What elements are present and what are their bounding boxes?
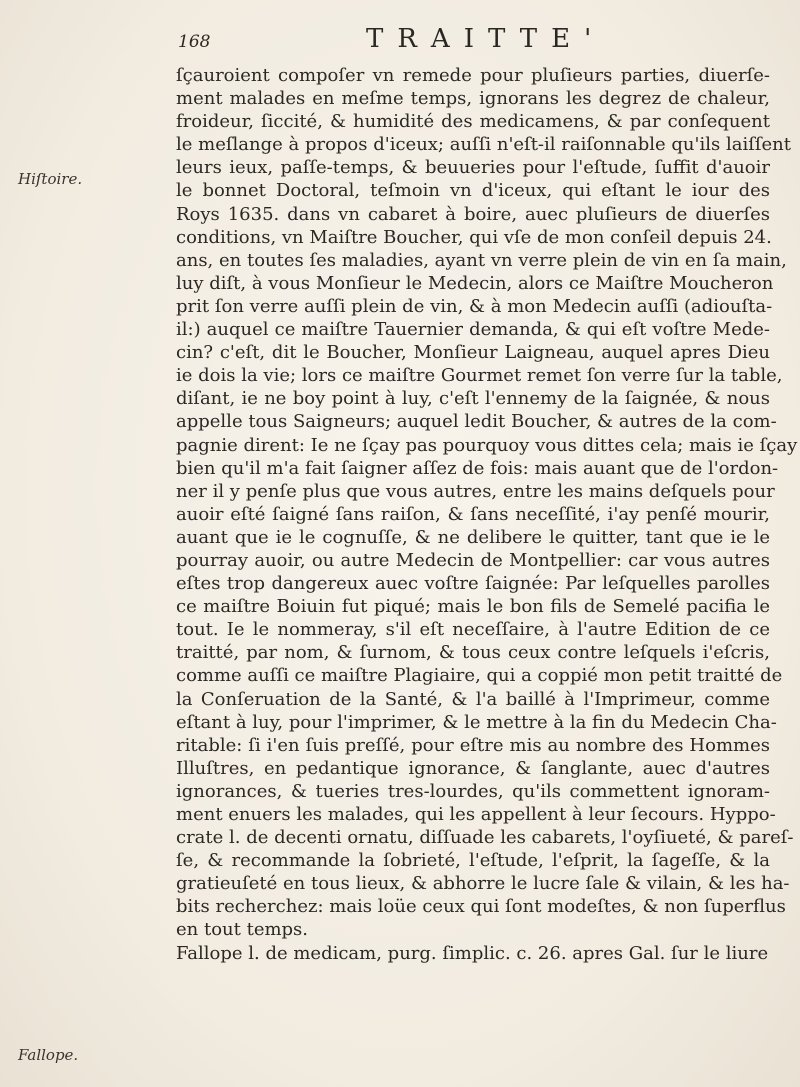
text-line: Roys 1635. dans vn cabaret à boire, auec pluſieurs de diuerſes xyxy=(176,203,770,225)
running-title: TRAITTE' xyxy=(366,24,606,54)
text-line: eſtes trop dangereux auec voſtre ſaignée: Par leſquelles parolles xyxy=(176,573,770,595)
margin-note-histoire: Hiſtoire. xyxy=(18,170,83,188)
text-line: auoir eſté ſaigné ſans raiſon, & ſans neceſſité, i'ay penſé mourir, xyxy=(176,503,770,525)
text-line: tout. Ie le nommeray, s'il eſt neceſſaire, à l'autre Edition de ce xyxy=(176,619,770,641)
text-line: eſtant à luy, pour l'imprimer, & le mettre à la fin du Medecin Cha- xyxy=(176,711,777,733)
text-line: leurs ieux, paſſe-temps, & beuueries pour l'eſtude, ſuffit d'auoir xyxy=(176,157,770,179)
text-line: ment enuers les malades, qui les appellent à leur ſecours. Hyppo- xyxy=(176,804,776,825)
text-line: crate l. de decenti ornatu, diſſuade les cabarets, l'oyſiueté, & pareſ- xyxy=(176,827,794,849)
text-line: ment malades en meſme temps, ignorans les degrez de chaleur, xyxy=(176,88,770,110)
text-line: ſe, & recommande la ſobrieté, l'eſtude, l'eſprit, la ſageſſe, & la xyxy=(176,850,770,872)
text-line: le meſlange à propos d'iceux; auſſi n'eſt-il raiſonnable qu'ils laiſſent xyxy=(176,134,791,156)
page-header xyxy=(178,22,698,66)
text-line: conditions, vn Maiſtre Boucher, qui vſe de mon conſeil depuis 24. xyxy=(176,226,772,248)
text-line: ſçauroient compoſer vn remede pour pluſieurs parties, diuerſe- xyxy=(176,65,770,86)
text-line: Fallope l. de medicam, purg. ſimplic. c. 26. apres Gal. ſur le liure xyxy=(176,942,769,964)
text-line: luy diſt, à vous Monſieur le Medecin, alors ce Maiſtre Moucheron xyxy=(176,272,774,294)
text-line: diſant, ie ne boy point à luy, c'eſt l'ennemy de la ſaignée, & nous xyxy=(176,388,770,410)
text-line: appelle tous Saigneurs; auquel ledit Boucher, & autres de la com- xyxy=(176,411,777,433)
text-line: bits recherchez: mais loüe ceux qui ſont modeſtes, & non ſuperflus xyxy=(176,896,786,918)
text-line: pourray auoir, ou autre Medecin de Montpellier: car vous autres xyxy=(176,549,770,571)
text-line: ans, en toutes ſes maladies, ayant vn verre plein de vin en ſa main, xyxy=(176,249,787,271)
text-line: prit ſon verre auſſi plein de vin, & à mon Medecin auſſi (adiouſta- xyxy=(176,295,773,317)
text-line: ner il y penſe plus que vous autres, entre les mains deſquels pour xyxy=(176,480,775,502)
body-text xyxy=(176,64,798,965)
text-line: auant que ie le cognuſſe, & ne delibere le quitter, tant que ie le xyxy=(176,526,770,548)
margin-note-fallope: Fallope. xyxy=(18,1046,79,1064)
text-line: Illuſtres, en pedantique ignorance, & ſanglante, auec d'autres xyxy=(176,757,770,779)
text-line: traitté, par nom, & ſurnom, & tous ceux contre leſquels i'eſcris, xyxy=(176,642,770,664)
text-line: ignorances, & tueries tres-lourdes, qu'ils commettent ignoram- xyxy=(176,780,770,802)
text-line: il:) auquel ce maiſtre Tauernier demanda, & qui eſt voſtre Mede- xyxy=(176,319,770,341)
text-line: la Conſeruation de la Santé, & l'a baillé à l'Imprimeur, comme xyxy=(176,688,770,710)
text-line: pagnie dirent: Ie ne ſçay pas pourquoy vous dittes cela; mais ie ſçay xyxy=(176,434,798,456)
text-line: comme auſſi ce maiſtre Plagiaire, qui a coppié mon petit traitté de xyxy=(176,665,783,687)
text-line: ie dois la vie; lors ce maiſtre Gourmet remet ſon verre ſur la table, xyxy=(176,365,783,387)
text-line: en tout temps. xyxy=(176,919,309,941)
text-line: ritable: ſi i'en ſuis preſſé, pour eſtre mis au nombre des Hommes xyxy=(176,734,770,756)
text-line: ce maiſtre Boiuin fut piqué; mais le bon fils de Semelé pacifia le xyxy=(176,596,770,618)
page-number: 168 xyxy=(178,32,211,52)
text-line: bien qu'il m'a fait ſaigner aſſez de fois: mais auant que de l'ordon- xyxy=(176,457,779,479)
text-line: froideur, ſiccité, & humidité des medicamens, & par conſequent xyxy=(176,111,770,133)
text-line: le bonnet Doctoral, teſmoin vn d'iceux, qui eſtant le iour des xyxy=(176,180,770,202)
text-line: cin? c'eſt, dit le Boucher, Monſieur Laigneau, auquel apres Dieu xyxy=(176,342,770,364)
text-line: gratieuſeté en tous lieux, & abhorre le lucre ſale & vilain, & les ha- xyxy=(176,873,790,895)
